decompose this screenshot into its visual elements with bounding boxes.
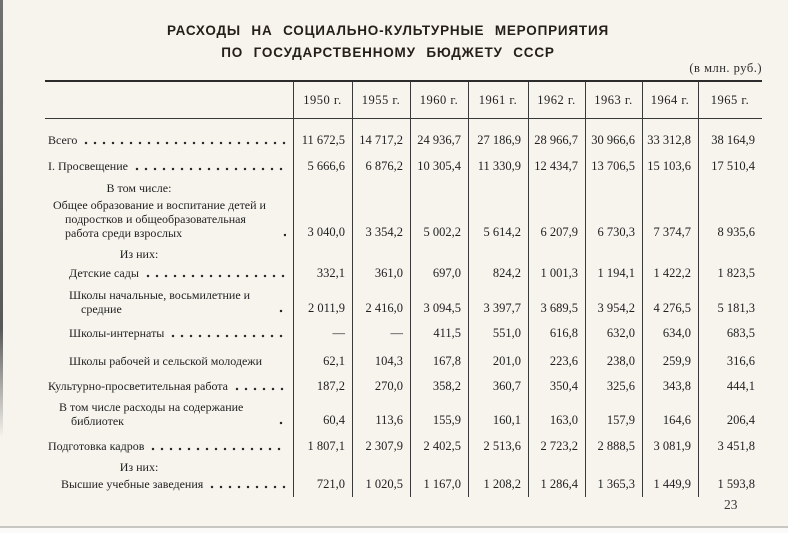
row-label: I. Просвещение — [48, 159, 128, 173]
cell-value: 167,8 — [432, 354, 461, 368]
column-divider — [642, 82, 643, 497]
cell-value: 238,0 — [606, 354, 635, 368]
year-header: 1960 г. — [419, 92, 459, 107]
section-heading-row — [45, 247, 762, 261]
cell-value: 6 876,2 — [365, 159, 403, 173]
table-row — [45, 198, 762, 240]
year-header: 1955 г. — [361, 92, 401, 107]
dot-leader — [151, 447, 286, 451]
cell-value: 5 666,6 — [307, 159, 345, 173]
cell-value: 1 807,1 — [307, 439, 345, 453]
cell-value: 33 312,8 — [647, 133, 691, 147]
cell-value: 5 002,2 — [423, 225, 461, 239]
cell-value: 13 706,5 — [591, 159, 635, 173]
table-row — [45, 439, 762, 454]
cell-value: 2 416,0 — [365, 301, 403, 315]
cell-value: 721,0 — [316, 477, 345, 491]
cell-value: 350,4 — [549, 379, 578, 393]
cell-value: 12 434,7 — [534, 159, 578, 173]
section-heading-row — [45, 460, 762, 474]
cell-value: 155,9 — [432, 413, 461, 427]
cell-value: 6 730,3 — [597, 225, 635, 239]
cell-value: 259,9 — [662, 354, 691, 368]
row-label: Культурно-просветительная работа — [48, 379, 229, 393]
cell-value: 7 374,7 — [653, 225, 691, 239]
row-label: Общее образование и воспитание детей и подростков и общеобразовательная работа среди взрослых — [53, 198, 266, 240]
section-heading: В том числе: — [106, 181, 172, 195]
year-header: 1965 г. — [710, 92, 750, 107]
table-row — [45, 159, 762, 174]
cell-value: 163,0 — [549, 413, 578, 427]
cell-value: 17 510,4 — [711, 159, 755, 173]
cell-value: 1 208,2 — [483, 477, 521, 491]
cell-value: 332,1 — [316, 266, 345, 280]
cell-value: 4 276,5 — [653, 301, 691, 315]
cell-value: 2 402,5 — [423, 439, 461, 453]
cell-value: 634,0 — [662, 326, 691, 340]
year-header: 1962 г. — [537, 92, 576, 107]
dot-leader — [235, 387, 286, 391]
page-title-line2: ПО ГОСУДАРСТВЕННОМУ БЮДЖЕТУ СССР — [221, 45, 555, 60]
table-row — [45, 326, 762, 341]
table-row — [45, 379, 762, 394]
units-note: (в млн. руб.) — [689, 61, 762, 75]
scan-edge-left — [0, 0, 3, 438]
table-row — [45, 477, 762, 492]
cell-value: 1 020,5 — [365, 477, 403, 491]
cell-value: 3 451,8 — [717, 439, 755, 453]
cell-value: 5 181,3 — [717, 301, 755, 315]
cell-value: 3 081,9 — [653, 439, 691, 453]
cell-value: 24 936,7 — [417, 133, 461, 147]
cell-value: 157,9 — [606, 413, 635, 427]
cell-value: 411,5 — [433, 326, 461, 340]
column-divider — [352, 82, 353, 497]
cell-value: 616,8 — [549, 326, 578, 340]
cell-value: 1 365,3 — [597, 477, 635, 491]
dot-leader — [171, 334, 286, 338]
cell-value: 2 307,9 — [365, 439, 403, 453]
cell-value: 206,4 — [726, 413, 755, 427]
row-label: Школы рабочей и сельской молодежи — [69, 354, 262, 368]
cell-value: 164,6 — [662, 413, 691, 427]
cell-value: 3 094,5 — [423, 301, 461, 315]
dot-leader — [279, 421, 286, 425]
cell-value: 15 103,6 — [647, 159, 691, 173]
row-label: Школы начальные, восьмилетние и средние — [69, 288, 251, 316]
table-row — [45, 266, 762, 281]
page-title-line1: РАСХОДЫ НА СОЦИАЛЬНО-КУЛЬТУРНЫЕ МЕРОПРИЯТИЯ — [167, 23, 609, 38]
cell-value: 14 717,2 — [359, 133, 403, 147]
row-label: Подготовка кадров — [48, 439, 145, 453]
cell-value: 11 672,5 — [301, 133, 345, 147]
cell-value: 325,6 — [606, 379, 635, 393]
page-title — [30, 20, 746, 64]
table-row — [45, 400, 762, 428]
table-row — [45, 354, 762, 369]
cell-value: 632,0 — [606, 326, 635, 340]
page-number: 23 — [724, 497, 738, 512]
year-header: 1950 г. — [303, 92, 342, 107]
cell-value: 697,0 — [432, 266, 461, 280]
cell-value: 1 286,4 — [540, 477, 578, 491]
year-header: 1961 г. — [478, 92, 518, 107]
cell-value: 28 966,7 — [534, 133, 578, 147]
cell-value: 343,8 — [662, 379, 691, 393]
row-label: Высшие учебные заведения — [61, 477, 204, 491]
cell-value: 2 513,6 — [483, 439, 521, 453]
cell-value: 1 449,9 — [653, 477, 691, 491]
cell-value: 824,2 — [492, 266, 521, 280]
cell-value: 270,0 — [374, 379, 403, 393]
cell-value: 551,0 — [492, 326, 521, 340]
cell-value: 27 186,9 — [477, 133, 521, 147]
budget-table — [45, 80, 762, 500]
cell-value: 38 164,9 — [711, 133, 755, 147]
cell-value: 1 001,3 — [540, 266, 578, 280]
cell-value: 6 207,9 — [540, 225, 578, 239]
cell-value: 201,0 — [492, 354, 521, 368]
column-divider — [585, 82, 586, 497]
column-divider — [468, 82, 469, 497]
section-heading: Из них: — [119, 460, 159, 474]
cell-value: 223,6 — [549, 354, 578, 368]
cell-value: 10 305,4 — [417, 159, 461, 173]
cell-value: 360,7 — [492, 379, 521, 393]
cell-value: — — [332, 326, 345, 340]
column-divider — [410, 82, 411, 497]
cell-value: 3 354,2 — [365, 225, 403, 239]
dot-leader — [283, 233, 286, 237]
cell-value: 5 614,2 — [483, 225, 521, 239]
row-label: В том числе расходы на содержание библиотек — [59, 400, 244, 428]
cell-value: 1 593,8 — [717, 477, 755, 491]
year-header: 1963 г. — [594, 92, 633, 107]
table-row — [45, 133, 762, 148]
row-label: Всего — [48, 133, 78, 147]
year-header: 1964 г. — [650, 92, 690, 107]
cell-value: 8 935,6 — [717, 225, 755, 239]
dot-leader — [279, 309, 286, 313]
cell-value: 1 823,5 — [717, 266, 755, 280]
cell-value: 3 397,7 — [483, 301, 521, 315]
cell-value: 1 167,0 — [423, 477, 461, 491]
scan-bottom-strip — [0, 528, 788, 533]
dot-leader — [84, 141, 286, 145]
table-body — [45, 133, 762, 500]
cell-value: 30 966,6 — [591, 133, 635, 147]
table-row — [45, 288, 762, 316]
cell-value: 11 330,9 — [477, 159, 521, 173]
cell-value: 1 422,2 — [653, 266, 691, 280]
cell-value: 2 888,5 — [597, 439, 635, 453]
cell-value: 3 040,0 — [307, 225, 345, 239]
cell-value: 2 723,2 — [540, 439, 578, 453]
cell-value: 3 954,2 — [597, 301, 635, 315]
cell-value: 683,5 — [726, 326, 755, 340]
cell-value: 3 689,5 — [540, 301, 578, 315]
section-heading: Из них: — [119, 247, 159, 261]
column-divider — [698, 82, 699, 497]
cell-value: 104,3 — [374, 354, 403, 368]
cell-value: 361,0 — [374, 266, 403, 280]
dot-leader — [135, 167, 286, 171]
cell-value: 113,6 — [375, 413, 403, 427]
cell-value: 62,1 — [323, 354, 345, 368]
cell-value: 316,6 — [726, 354, 755, 368]
cell-value: 187,2 — [316, 379, 345, 393]
cell-value: — — [390, 326, 403, 340]
cell-value: 160,1 — [492, 413, 521, 427]
row-label: Школы-интернаты — [69, 326, 165, 340]
cell-value: 358,2 — [432, 379, 461, 393]
cell-value: 2 011,9 — [307, 301, 345, 315]
section-heading-row — [45, 181, 762, 195]
column-divider — [293, 82, 294, 497]
column-divider — [528, 82, 529, 497]
cell-value: 444,1 — [726, 379, 755, 393]
row-label: Детские сады — [69, 266, 139, 280]
dot-leader — [210, 485, 286, 489]
cell-value: 1 194,1 — [597, 266, 635, 280]
cell-value: 60,4 — [323, 413, 345, 427]
dot-leader — [146, 274, 286, 278]
table-header-row — [45, 82, 762, 119]
